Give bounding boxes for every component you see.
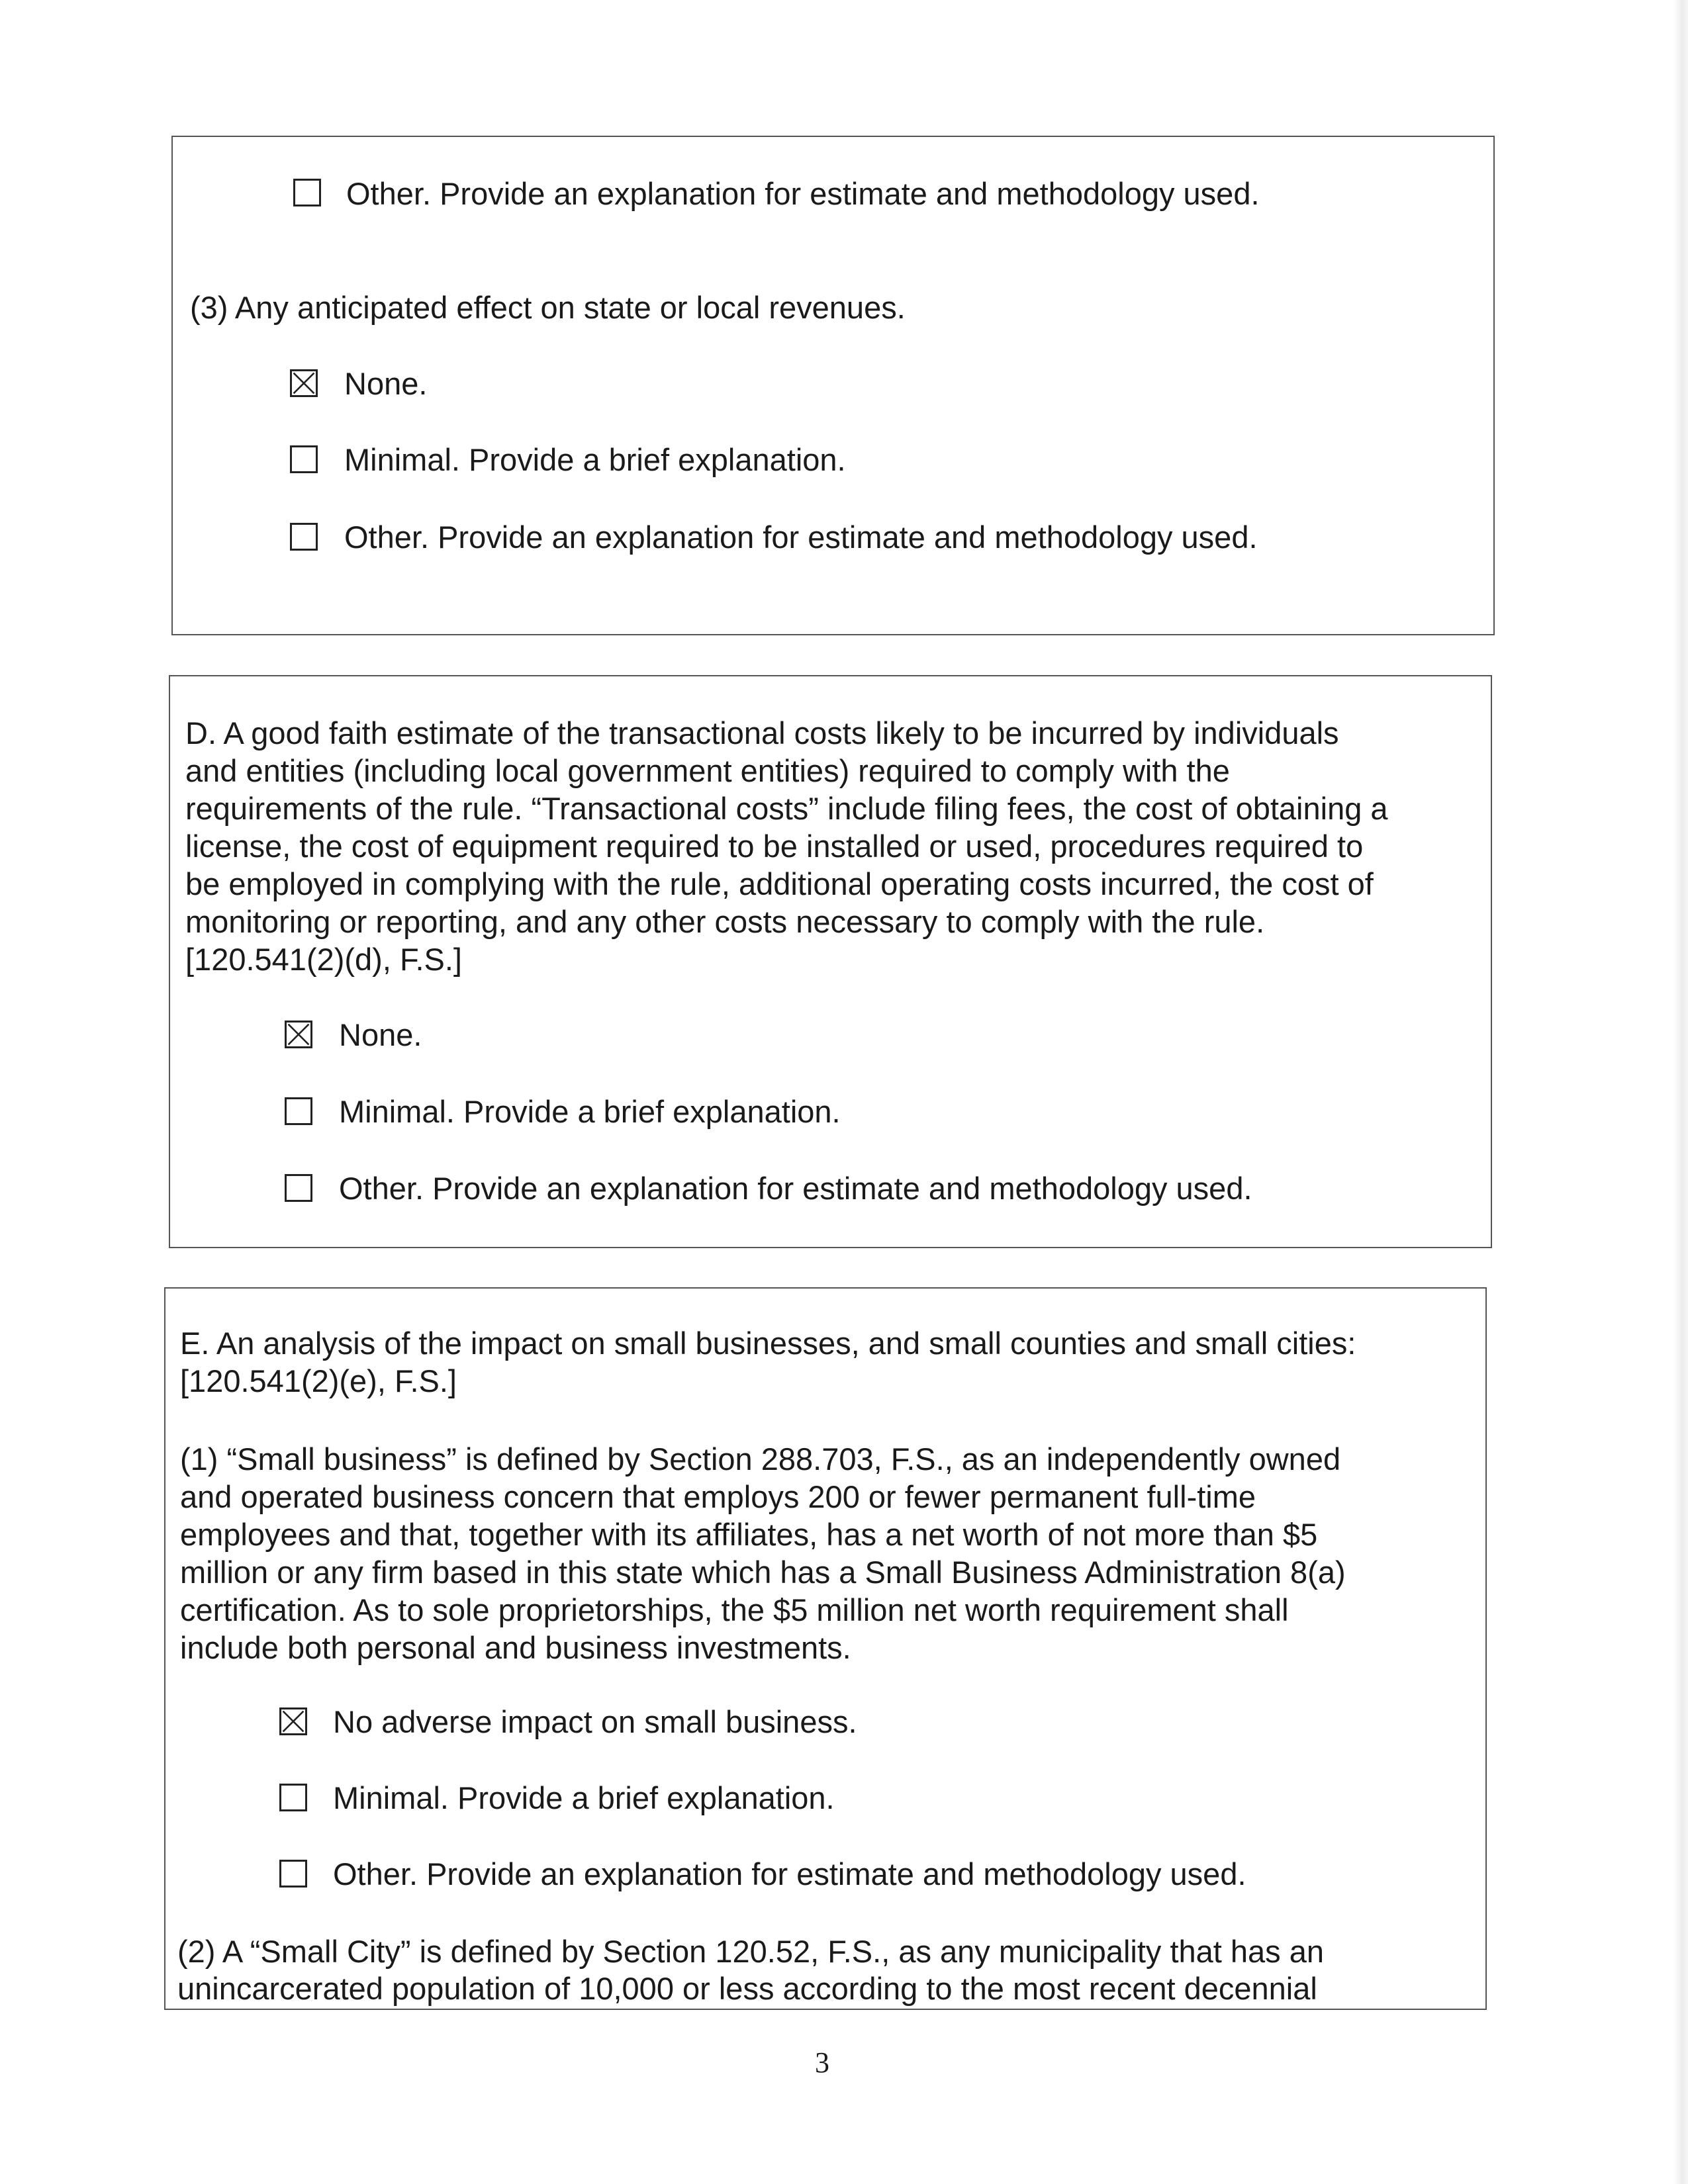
small-business-definition: include both personal and business investments.: [180, 1630, 851, 1665]
checkbox-d-other[interactable]: [285, 1174, 312, 1202]
checkbox-x-icon: [281, 1709, 305, 1733]
option-label: None.: [339, 1017, 422, 1052]
option-label: Other. Provide an explanation for estimate and methodology used.: [339, 1171, 1252, 1206]
option-label: Minimal. Provide a brief explanation.: [344, 442, 846, 477]
checkbox-e1-minimal[interactable]: [279, 1784, 307, 1811]
scan-edge-shadow: [1673, 0, 1688, 2184]
option-label: Other. Provide an explanation for estimate and methodology used.: [344, 520, 1258, 555]
option-label: Minimal. Provide a brief explanation.: [339, 1094, 841, 1129]
page-number: 3: [815, 2046, 829, 2079]
checkbox-c2-other[interactable]: [293, 179, 321, 206]
small-city-definition: unincarcerated population of 10,000 or less according to the most recent decennial: [177, 1971, 1317, 2006]
checkbox-e1-other[interactable]: [279, 1860, 307, 1888]
small-business-definition: (1) “Small business” is defined by Section 288.703, F.S., as an independently owned: [180, 1441, 1341, 1477]
option-label: Other. Provide an explanation for estimate and methodology used.: [333, 1856, 1246, 1891]
small-city-definition: (2) A “Small City” is defined by Section 120.52, F.S., as any municipality that has an: [177, 1934, 1325, 1969]
small-business-definition: employees and that, together with its affiliates, has a net worth of not more than $5: [180, 1517, 1318, 1552]
section-d-text: be employed in complying with the rule, additional operating costs incurred, the cost of: [185, 866, 1374, 901]
section-e-citation: [120.541(2)(e), F.S.]: [180, 1363, 457, 1398]
checkbox-e1-no-impact[interactable]: [279, 1707, 307, 1735]
checkbox-c3-none[interactable]: [290, 369, 318, 397]
section-d-text: requirements of the rule. “Transactional costs” include filing fees, the cost of obtaining a: [185, 791, 1388, 826]
option-label: Minimal. Provide a brief explanation.: [333, 1780, 835, 1815]
checkbox-c3-minimal[interactable]: [290, 445, 318, 473]
section-d-text: and entities (including local government entities) required to comply with the: [185, 753, 1230, 788]
checkbox-d-none[interactable]: [285, 1021, 312, 1048]
section-d-citation: [120.541(2)(d), F.S.]: [185, 942, 462, 977]
checkbox-x-icon: [287, 1023, 310, 1046]
small-business-definition: and operated business concern that employs 200 or fewer permanent full-time: [180, 1479, 1256, 1514]
option-label: No adverse impact on small business.: [333, 1704, 857, 1739]
section-d-text: D. A good faith estimate of the transactional costs likely to be incurred by individuals: [185, 715, 1339, 751]
section-d-text: monitoring or reporting, and any other costs necessary to comply with the rule.: [185, 904, 1265, 939]
checkbox-x-icon: [292, 371, 316, 395]
section-d-text: license, the cost of equipment required to be installed or used, procedures required to: [185, 829, 1364, 864]
option-label: Other. Provide an explanation for estimate and methodology used.: [346, 176, 1260, 211]
section-e-heading: E. An analysis of the impact on small businesses, and small counties and small cities:: [180, 1326, 1356, 1361]
small-business-definition: million or any firm based in this state which has a Small Business Administration 8(a): [180, 1555, 1346, 1590]
option-label: None.: [344, 366, 428, 401]
question-3: (3) Any anticipated effect on state or local revenues.: [190, 290, 906, 325]
checkbox-d-minimal[interactable]: [285, 1097, 312, 1125]
small-business-definition: certification. As to sole proprietorships, the $5 million net worth requirement shall: [180, 1592, 1289, 1627]
checkbox-c3-other[interactable]: [290, 523, 318, 551]
